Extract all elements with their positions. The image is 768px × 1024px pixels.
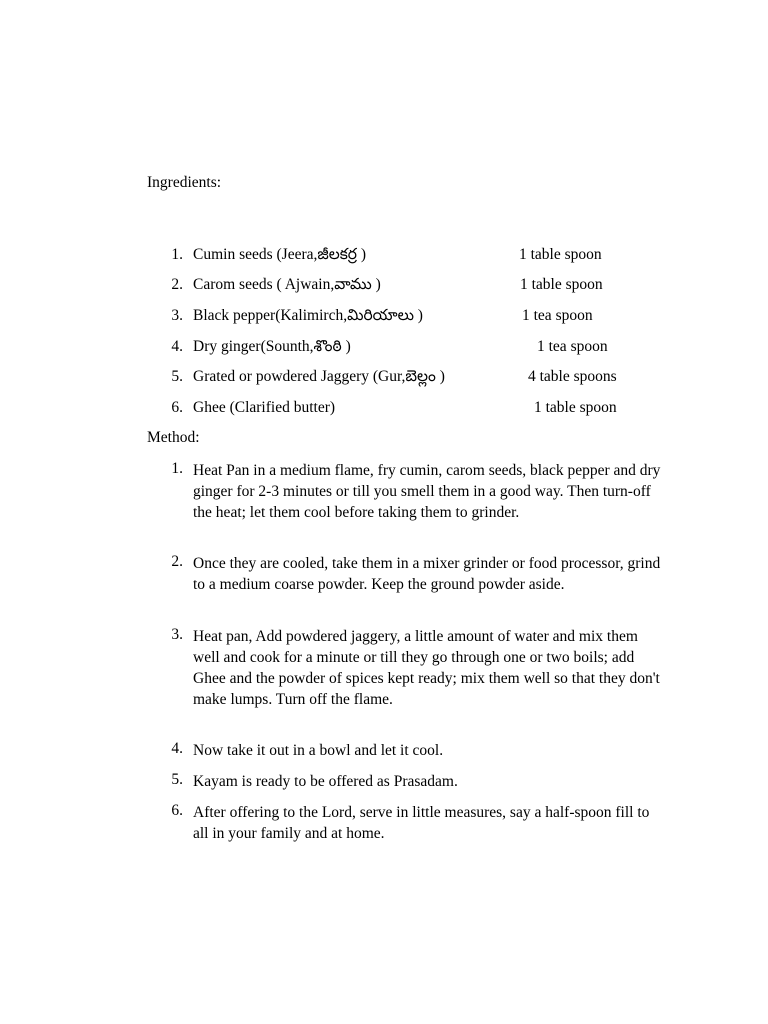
ingredient-number: 6.	[171, 399, 183, 416]
ingredient-name: Cumin seeds (Jeera,జీలకర్ర )	[193, 246, 367, 263]
ingredient-name: Carom seeds ( Ajwain,వాము )	[193, 276, 381, 293]
ingredient-number: 1.	[171, 246, 183, 263]
ingredient-quantity: 4 table spoons	[528, 368, 617, 385]
ingredient-quantity: 1 table spoon	[534, 399, 617, 416]
ingredient-item	[0, 276, 768, 298]
ingredient-name: Ghee (Clarified butter)	[193, 399, 336, 416]
ingredient-quantity: 1 tea spoon	[537, 338, 608, 355]
step-text: Kayam is ready to be offered as Prasadam.	[193, 773, 458, 790]
ingredient-quantity: 1 table spoon	[519, 246, 602, 263]
step-number: 5.	[171, 771, 183, 788]
ingredient-name: Grated or powdered Jaggery (Gur,బెల్లం )	[193, 368, 445, 385]
step-text: Heat Pan in a medium flame, fry cumin, carom seeds, black pepper and dry ginger for 2-3 minutes or till you smell them in a good way. Then turn-off the heat; let them cool before taking them to grinder.	[193, 462, 661, 521]
method-heading: Method:	[147, 429, 200, 446]
step-number: 3.	[171, 626, 183, 643]
step-number: 1.	[171, 460, 183, 477]
ingredient-name: Dry ginger(Sounth,శొంఠి )	[193, 338, 351, 355]
step-number: 4.	[171, 740, 183, 757]
step-number: 2.	[171, 553, 183, 570]
step-number: 6.	[171, 802, 183, 819]
ingredient-item	[0, 368, 768, 390]
ingredient-number: 4.	[171, 338, 183, 355]
ingredient-number: 3.	[171, 307, 183, 324]
step-text: After offering to the Lord, serve in little measures, say a half-spoon fill to all in your family and at home.	[193, 804, 650, 842]
ingredient-item	[0, 338, 768, 360]
step-text: Once they are cooled, take them in a mixer grinder or food processor, grind to a medium coarse powder. Keep the ground powder aside.	[193, 555, 661, 593]
ingredient-number: 5.	[171, 368, 183, 385]
ingredient-item	[0, 246, 768, 268]
ingredient-name: Black pepper(Kalimirch,మిరియాలు )	[193, 307, 423, 324]
ingredient-item	[0, 399, 768, 421]
ingredient-number: 2.	[171, 276, 183, 293]
ingredient-quantity: 1 tea spoon	[522, 307, 593, 324]
ingredient-item	[0, 307, 768, 329]
ingredients-heading: Ingredients:	[147, 174, 222, 191]
step-text: Heat pan, Add powdered jaggery, a little amount of water and mix them well and cook for a minute or till they go through one or two boils; add Ghee and the powder of spices kept ready; mix them well so that they don't make lumps. Turn off the flame.	[193, 628, 660, 708]
ingredient-quantity: 1 table spoon	[520, 276, 603, 293]
step-text: Now take it out in a bowl and let it cool.	[193, 742, 444, 759]
